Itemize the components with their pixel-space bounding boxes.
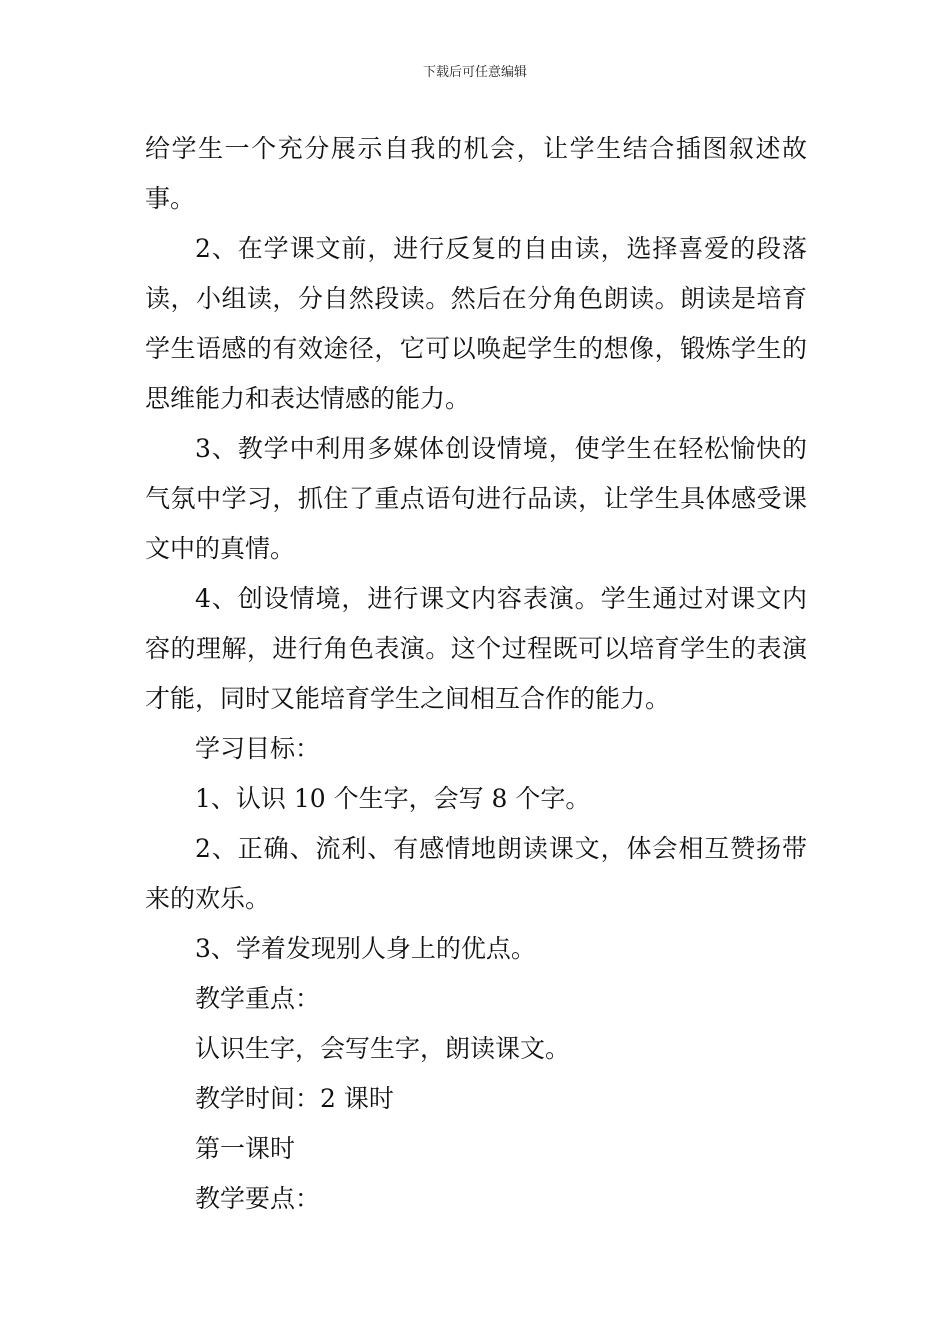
document-body <box>145 124 807 1224</box>
first-lesson-heading: 第一课时 <box>195 1134 296 1163</box>
page-header: 下载后可任意编辑 <box>422 65 527 80</box>
paragraph-reading-method: 2、在学课文前，进行反复的自由读，选择喜爱的段落读，小组读，分自然段读。然后在分角色朗读。朗读是培育学生语感的有效途径，它可以唤起学生的想像，锻炼学生的思维能力和表达情感的能力。 <box>145 234 807 413</box>
goal-item-3: 3、学着发现别人身上的优点。 <box>195 934 536 963</box>
goal-item-1: 1、认识 10 个生字，会写 8 个字。 <box>195 784 591 813</box>
key-points-text: 认识生字，会写生字，朗读课文。 <box>195 1034 571 1063</box>
heading-teaching-points: 教学要点： <box>195 1184 321 1213</box>
goal-item-2: 2、正确、流利、有感情地朗读课文，体会相互赞扬带来的欢乐。 <box>145 834 807 913</box>
teaching-time: 教学时间：2 课时 <box>195 1084 394 1113</box>
heading-learning-goals: 学习目标： <box>195 734 321 763</box>
paragraph-performance: 4、创设情境，进行课文内容表演。学生通过对课文内容的理解，进行角色表演。这个过程既可以培育学生的表演才能，同时又能培育学生之间相互合作的能力。 <box>145 584 807 713</box>
heading-key-points: 教学重点： <box>195 984 321 1013</box>
paragraph-intro-continued: 给学生一个充分展示自我的机会，让学生结合插图叙述故事。 <box>145 134 807 213</box>
paragraph-multimedia: 3、教学中利用多媒体创设情境，使学生在轻松愉快的气氛中学习，抓住了重点语句进行品读，让学生具体感受课文中的真情。 <box>145 434 807 563</box>
